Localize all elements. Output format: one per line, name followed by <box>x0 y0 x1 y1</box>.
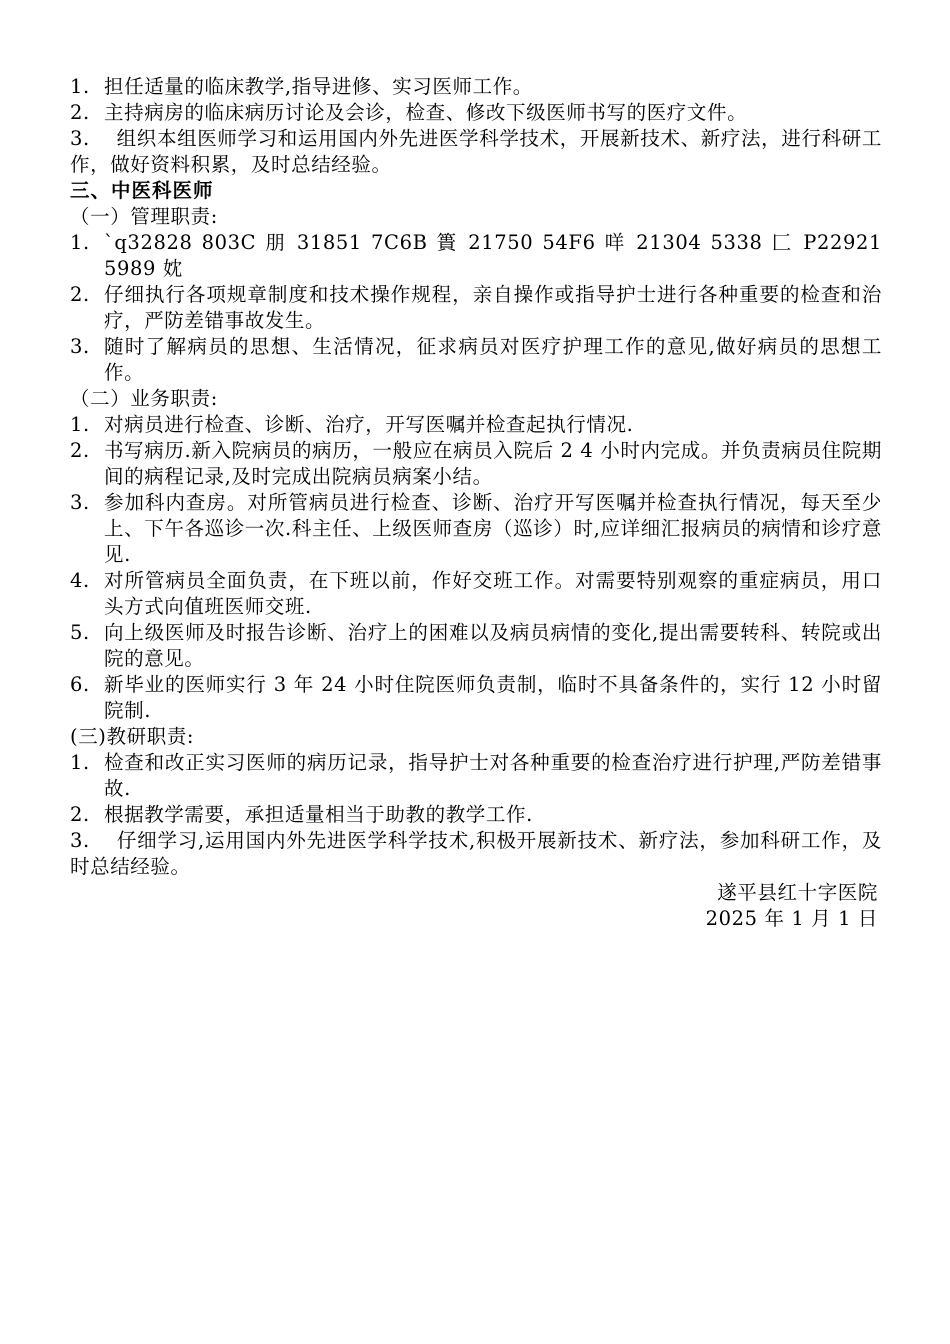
list-item <box>70 438 882 490</box>
item-text: 随时了解病员的思想、生活情况，征求病员对医疗护理工作的意见,做好病员的思想工作。 <box>104 335 882 384</box>
subsection-title: (三)教研职责: <box>70 725 195 748</box>
list-item <box>70 100 882 126</box>
list-item <box>70 620 882 672</box>
subsection-title: （一）管理职责: <box>70 205 218 228</box>
item-text: 参加科内查房。对所管病员进行检查、诊断、治疗开写医嘱并检查执行情况，每天至少上、下午各巡诊一次.科主任、上级医师查房（巡诊）时,应详细汇报病员的病情和诊疗意见. <box>104 491 882 566</box>
list-item <box>70 282 882 334</box>
item-number: 4. <box>70 569 90 592</box>
item-number: 3. <box>70 127 90 150</box>
item-number: 2. <box>70 101 90 124</box>
item-number: 1. <box>70 751 90 774</box>
item-number: 2. <box>70 803 90 826</box>
item-number: 2. <box>70 439 90 462</box>
document-body <box>70 74 882 932</box>
subsection-title: （二）业务职责: <box>70 387 218 410</box>
item-number: 1. <box>70 231 90 254</box>
list-item <box>70 802 882 828</box>
item-text: 仔细学习,运用国内外先进医学科学技术,积极开展新技术、新疗法，参加科研工作，及时总结经验。 <box>70 829 882 878</box>
list-item <box>70 490 882 568</box>
item-text: 新毕业的医师实行 3 年 24 小时住院医师负责制，临时不具备条件的，实行 12 小时留院制. <box>104 673 882 722</box>
signature-org: 遂平县红十字医院 <box>717 881 878 904</box>
item-number: 1. <box>70 75 90 98</box>
section-heading: 三、中医科医师 <box>70 179 214 202</box>
list-item <box>70 568 882 620</box>
list-item <box>70 750 882 802</box>
list-item <box>70 412 882 438</box>
list-item <box>70 828 882 880</box>
list-item <box>70 334 882 386</box>
list-item <box>70 230 882 282</box>
item-text: 组织本组医师学习和运用国内外先进医学科学技术，开展新技术、新疗法，进行科研工作，做好资料积累，及时总结经验。 <box>70 127 882 176</box>
garbled-text: `q32828 803C 朋 31851 7C6B 簣 21750 54F6 咩 21304 5338 匚 P22921 5989 妉 <box>104 231 882 280</box>
item-text: 担任适量的临床教学,指导进修、实习医师工作。 <box>104 75 533 98</box>
item-text: 根据教学需要，承担适量相当于助教的教学工作. <box>104 803 533 826</box>
item-number: 2. <box>70 283 90 306</box>
item-number: 6. <box>70 673 90 696</box>
item-number: 3. <box>70 335 90 358</box>
item-text: 书写病历.新入院病员的病历，一般应在病员入院后 2 4 小时内完成。并负责病员住院期间的病程记录,及时完成出院病员病案小结。 <box>104 439 882 488</box>
item-number: 3. <box>70 491 90 514</box>
item-number: 5. <box>70 621 90 644</box>
item-text: 主持病房的临床病历讨论及会诊，检查、修改下级医师书写的医疗文件。 <box>104 101 748 124</box>
item-text: 对所管病员全面负责，在下班以前，作好交班工作。对需要特别观察的重症病员，用口头方式向值班医师交班. <box>104 569 882 618</box>
item-text: 仔细执行各项规章制度和技术操作规程，亲自操作或指导护士进行各种重要的检查和治疗，严防差错事故发生。 <box>104 283 882 332</box>
list-item <box>70 74 882 100</box>
item-number: 3. <box>70 829 90 852</box>
list-item <box>70 672 882 724</box>
list-item <box>70 126 882 178</box>
signature-date: 2025 年 1 月 1 日 <box>705 907 878 930</box>
item-number: 1. <box>70 413 90 436</box>
item-text: 对病员进行检查、诊断、治疗，开写医嘱并检查起执行情况. <box>104 413 634 436</box>
item-text: 向上级医师及时报告诊断、治疗上的困难以及病员病情的变化,提出需要转科、转院或出院的意见。 <box>104 621 882 670</box>
item-text: 检查和改正实习医师的病历记录，指导护士对各种重要的检查治疗进行护理,严防差错事故. <box>104 751 882 800</box>
